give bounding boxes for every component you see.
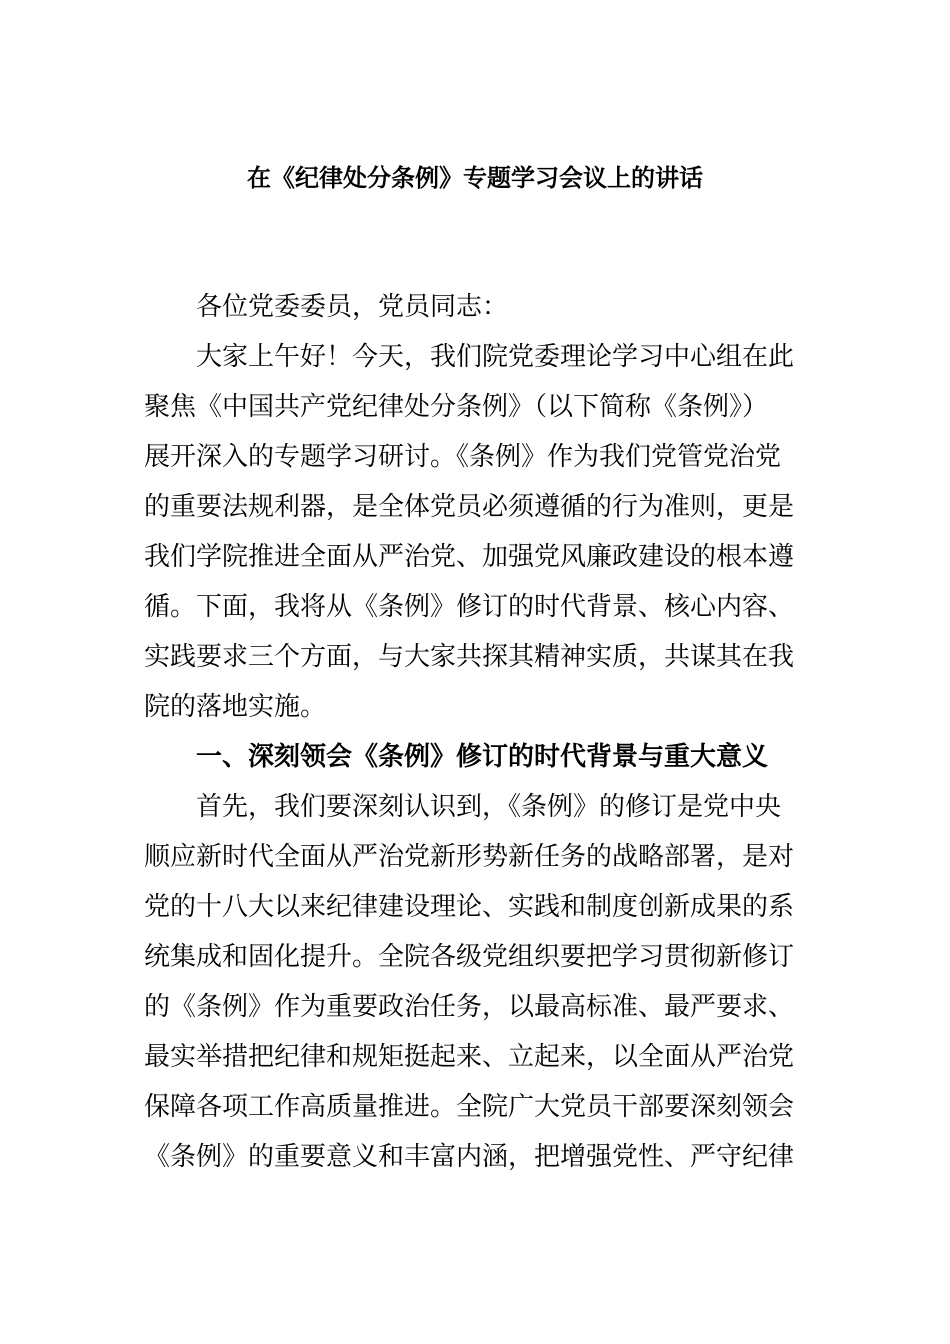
text-line: 最实举措把纪律和规矩挺起来、立起来，以全面从严治党 bbox=[144, 1042, 795, 1072]
document-body bbox=[144, 282, 824, 1182]
text-line: 的《条例》作为重要政治任务，以最高标准、最严要求、 bbox=[144, 992, 795, 1022]
section-heading-1: 一、深刻领会《条例》修订的时代背景与重大意义 bbox=[196, 742, 769, 772]
document-title: 在《纪律处分条例》专题学习会议上的讲话 bbox=[247, 164, 703, 192]
text-line: 大家上午好！今天，我们院党委理论学习中心组在此 bbox=[196, 342, 795, 372]
text-line: 我们学院推进全面从严治党、加强党风廉政建设的根本遵 bbox=[144, 542, 795, 572]
text-line: 统集成和固化提升。全院各级党组织要把学习贯彻新修订 bbox=[144, 942, 795, 972]
text-line: 《条例》的重要意义和丰富内涵，把增强党性、严守纪律 bbox=[144, 1142, 795, 1172]
paragraph-2 bbox=[144, 782, 824, 1182]
text-line: 循。下面，我将从《条例》修订的时代背景、核心内容、 bbox=[144, 592, 795, 622]
text-line: 聚焦《中国共产党纪律处分条例》（以下简称《条例》） bbox=[144, 392, 769, 422]
text-line: 首先，我们要深刻认识到，《条例》的修订是党中央 bbox=[196, 792, 782, 822]
text-line: 展开深入的专题学习研讨。《条例》作为我们党管党治党 bbox=[144, 442, 782, 472]
salutation: 各位党委委员，党员同志： bbox=[196, 292, 509, 322]
paragraph-1 bbox=[144, 332, 824, 732]
text-line: 顺应新时代全面从严治党新形势新任务的战略部署，是对 bbox=[144, 842, 795, 872]
text-line: 院的落地实施。 bbox=[144, 692, 327, 722]
text-line: 实践要求三个方面，与大家共探其精神实质，共谋其在我 bbox=[144, 642, 795, 672]
text-line: 党的十八大以来纪律建设理论、实践和制度创新成果的系 bbox=[144, 892, 795, 922]
text-line: 的重要法规利器，是全体党员必须遵循的行为准则，更是 bbox=[144, 492, 795, 522]
text-line: 保障各项工作高质量推进。全院广大党员干部要深刻领会 bbox=[144, 1092, 795, 1122]
